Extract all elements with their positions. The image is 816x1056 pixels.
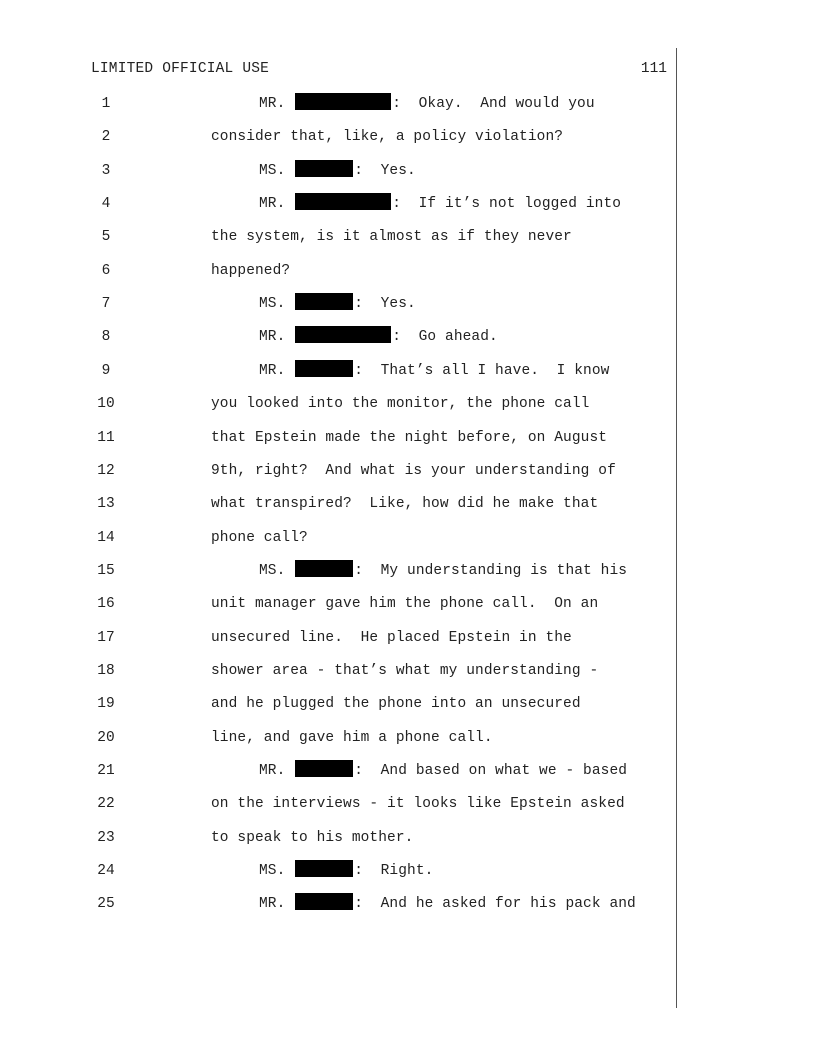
transcript-line (0, 892, 816, 916)
transcript-line (0, 159, 816, 183)
speaker-line (259, 359, 609, 383)
page-number: 111 (640, 61, 667, 77)
transcript-line (0, 526, 816, 550)
transcript-line (0, 559, 816, 583)
continuation-text: that Epstein made the night before, on August (211, 430, 608, 446)
line-number: 17 (97, 630, 115, 646)
transcript-line (0, 225, 816, 249)
redaction-bar (295, 893, 353, 910)
line-number: 1 (101, 96, 111, 112)
redaction-bar (295, 160, 353, 177)
speaker-prefix: MS. (259, 163, 286, 179)
line-number: 11 (97, 430, 115, 446)
transcript-line (0, 759, 816, 783)
transcript-line (0, 92, 816, 116)
transcript-line (0, 325, 816, 349)
redaction-bar (295, 93, 391, 110)
continuation-text: 9th, right? And what is your understanding of (211, 463, 616, 479)
speech-text: : If it’s not logged into (392, 196, 622, 212)
speaker-prefix: MS. (259, 563, 286, 579)
speech-text: : And based on what we - based (354, 763, 628, 779)
line-number: 20 (97, 730, 115, 746)
line-number: 14 (97, 530, 115, 546)
line-number: 2 (101, 129, 111, 145)
transcript-line (0, 726, 816, 750)
speaker-prefix: MR. (259, 763, 286, 779)
continuation-text: line, and gave him a phone call. (211, 730, 493, 746)
classification-header: LIMITED OFFICIAL USE (91, 61, 270, 77)
speaker-prefix: MR. (259, 329, 286, 345)
line-number: 4 (101, 196, 111, 212)
transcript-line (0, 492, 816, 516)
line-number: 23 (97, 830, 115, 846)
speech-text: : And he asked for his pack and (354, 896, 636, 912)
redaction-bar (295, 760, 353, 777)
continuation-text: unsecured line. He placed Epstein in the (211, 630, 572, 646)
line-number: 9 (101, 363, 111, 379)
line-number: 5 (101, 229, 111, 245)
speaker-prefix: MR. (259, 896, 286, 912)
line-number: 18 (97, 663, 115, 679)
speech-text: : Yes. (354, 296, 416, 312)
line-number: 6 (101, 263, 111, 279)
speaker-line (259, 892, 636, 916)
continuation-text: to speak to his mother. (211, 830, 414, 846)
transcript-line (0, 125, 816, 149)
speaker-line (259, 159, 416, 183)
continuation-text: unit manager gave him the phone call. On an (211, 596, 599, 612)
continuation-text: phone call? (211, 530, 308, 546)
transcript-line (0, 626, 816, 650)
continuation-text: you looked into the monitor, the phone call (211, 396, 590, 412)
continuation-text: what transpired? Like, how did he make that (211, 496, 599, 512)
speaker-prefix: MR. (259, 196, 286, 212)
line-number: 3 (101, 163, 111, 179)
speech-text: : That’s all I have. I know (354, 363, 610, 379)
speaker-line (259, 325, 498, 349)
transcript-line (0, 659, 816, 683)
line-number: 13 (97, 496, 115, 512)
continuation-text: shower area - that’s what my understanding - (211, 663, 599, 679)
speaker-prefix: MS. (259, 863, 286, 879)
speaker-prefix: MR. (259, 96, 286, 112)
line-number: 7 (101, 296, 111, 312)
line-number: 15 (97, 563, 115, 579)
continuation-text: on the interviews - it looks like Epstein asked (211, 796, 625, 812)
line-number: 10 (97, 396, 115, 412)
transcript-line (0, 259, 816, 283)
transcript-line (0, 292, 816, 316)
continuation-text: and he plugged the phone into an unsecured (211, 696, 581, 712)
continuation-text: the system, is it almost as if they never (211, 229, 572, 245)
transcript-line (0, 692, 816, 716)
redaction-bar (295, 860, 353, 877)
redaction-bar (295, 293, 353, 310)
speech-text: : My understanding is that his (354, 563, 628, 579)
speech-text: : Right. (354, 863, 434, 879)
redaction-bar (295, 326, 391, 343)
transcript-line (0, 392, 816, 416)
line-number: 16 (97, 596, 115, 612)
speech-text: : Yes. (354, 163, 416, 179)
transcript-line (0, 826, 816, 850)
transcript-line (0, 426, 816, 450)
transcript-line (0, 359, 816, 383)
line-number: 24 (97, 863, 115, 879)
line-number: 22 (97, 796, 115, 812)
line-number: 21 (97, 763, 115, 779)
line-number: 8 (101, 329, 111, 345)
transcript-line (0, 459, 816, 483)
transcript-line (0, 192, 816, 216)
speaker-line (259, 759, 627, 783)
line-number: 12 (97, 463, 115, 479)
line-number: 25 (97, 896, 115, 912)
speaker-line (259, 559, 627, 583)
speaker-line (259, 192, 621, 216)
continuation-text: consider that, like, a policy violation? (211, 129, 564, 145)
transcript-line (0, 592, 816, 616)
speaker-prefix: MS. (259, 296, 286, 312)
line-number: 19 (97, 696, 115, 712)
redaction-bar (295, 193, 391, 210)
transcript-line (0, 859, 816, 883)
transcript-line (0, 792, 816, 816)
continuation-text: happened? (211, 263, 291, 279)
speaker-line (259, 292, 416, 316)
speaker-line (259, 859, 433, 883)
redaction-bar (295, 560, 353, 577)
speaker-line (259, 92, 595, 116)
redaction-bar (295, 360, 353, 377)
speech-text: : Okay. And would you (392, 96, 595, 112)
speaker-prefix: MR. (259, 363, 286, 379)
speech-text: : Go ahead. (392, 329, 498, 345)
